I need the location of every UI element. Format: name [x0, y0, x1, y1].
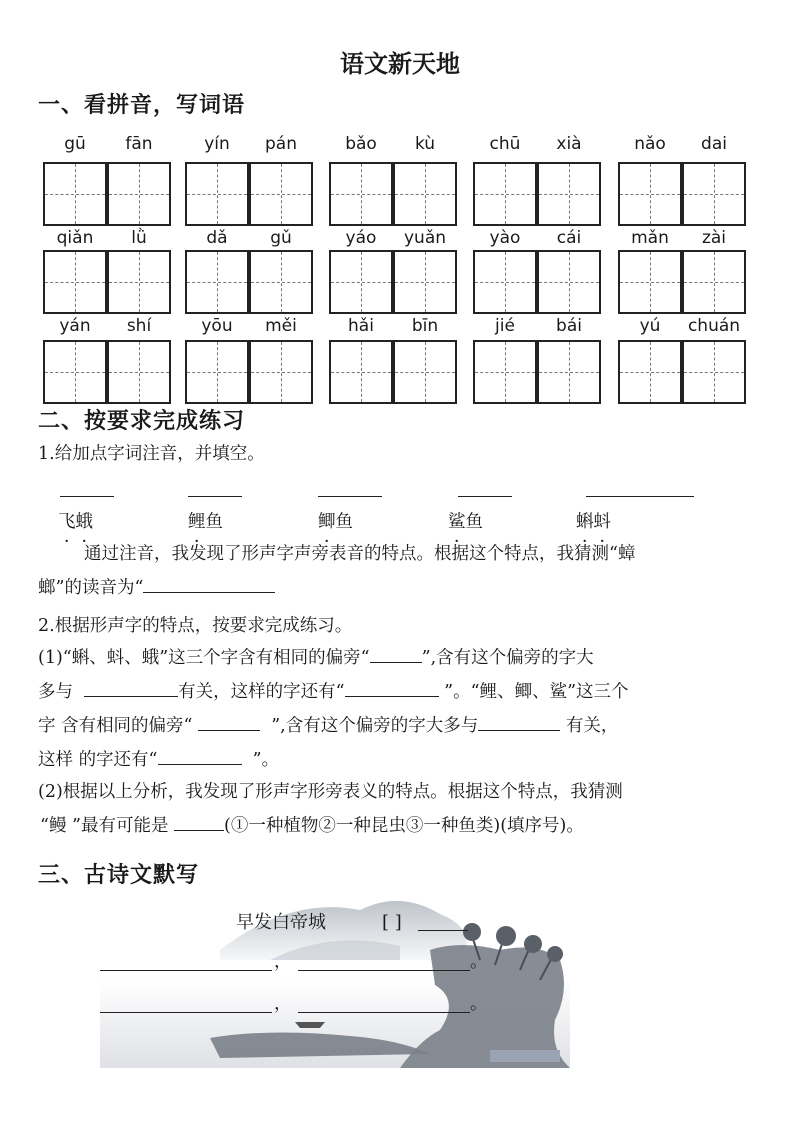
writing-box[interactable] [329, 162, 393, 226]
author-blank[interactable] [418, 930, 468, 931]
writing-box[interactable] [107, 250, 171, 314]
writing-box[interactable] [682, 340, 746, 404]
writing-box[interactable] [185, 340, 249, 404]
pinyin-label: cái [556, 228, 582, 248]
answer-blank[interactable] [345, 680, 439, 697]
writing-box[interactable] [393, 250, 457, 314]
page-title: 语文新天地 [340, 49, 460, 78]
pinyin-label: chū [489, 134, 521, 154]
writing-box[interactable] [329, 250, 393, 314]
writing-box[interactable] [682, 250, 746, 314]
word-5: 蝌蚪 [576, 512, 611, 532]
pinyin-label: yōu [201, 316, 233, 336]
pinyin-label: dǎ [206, 228, 228, 248]
writing-box[interactable] [107, 162, 171, 226]
section3-heading: 三、古诗文默写 [38, 862, 200, 888]
writing-box[interactable] [618, 162, 682, 226]
pinyin-label: yào [489, 228, 521, 248]
q2-p1-line3: 字 含有相同的偏旁“ ”,含有这个偏旁的字大多与 有关， [38, 716, 619, 736]
pinyin-label: yín [204, 134, 230, 154]
poem-comma-2: ， [274, 994, 292, 1014]
poem-period-1: 。 [470, 952, 488, 972]
pinyin-label: kù [414, 134, 436, 154]
pinyin-label: fān [125, 134, 153, 154]
answer-blank[interactable] [198, 714, 260, 731]
word-1: 飞蛾 [58, 512, 93, 532]
answer-blank[interactable] [158, 748, 242, 765]
pinyin-label: mǎn [631, 228, 669, 248]
answer-blank[interactable] [174, 814, 224, 831]
writing-box[interactable] [107, 340, 171, 404]
pinyin-label: lǜ [131, 228, 147, 248]
poem-line-2a[interactable] [100, 1012, 272, 1013]
pinyin-label: chuán [687, 316, 741, 336]
pinyin-label: měi [265, 316, 297, 336]
landscape-painting [100, 890, 570, 1068]
q1-text-line2: 螂”的读音为“ [38, 572, 275, 605]
pinyin-label: gǔ [270, 228, 292, 248]
writing-box[interactable] [43, 250, 107, 314]
q2-p1-line2: 多与 有关，这样的字还有“ ”。“鲤、鲫、鲨”这三个 [38, 682, 629, 702]
pinyin-blank-3[interactable] [318, 496, 382, 497]
pinyin-blank-4[interactable] [458, 496, 512, 497]
word-4: 鲨鱼 [448, 512, 483, 532]
writing-box[interactable] [393, 162, 457, 226]
writing-box[interactable] [618, 340, 682, 404]
writing-box[interactable] [537, 162, 601, 226]
answer-blank[interactable] [478, 714, 560, 731]
pinyin-blank-2[interactable] [188, 496, 242, 497]
q2-p1-line1: (1)“蝌、蚪、蛾”这三个字含有相同的偏旁“ ”,含有这个偏旁的字大 [38, 648, 594, 668]
writing-box[interactable] [43, 162, 107, 226]
pinyin-label: yú [639, 316, 661, 336]
writing-box[interactable] [249, 340, 313, 404]
word-2: 鲤鱼 [188, 512, 223, 532]
answer-blank[interactable] [84, 680, 178, 697]
q2-p2-line2: “鳗 ”最有可能是 (①一种植物②一种昆虫③一种鱼类)(填序号)。 [40, 816, 584, 836]
q2-p2-line1: (2)根据以上分析，我发现了形声字形旁表义的特点。根据这个特点，我猜测 [38, 782, 623, 802]
pinyin-label: bái [556, 316, 582, 336]
pinyin-label: bǎo [345, 134, 377, 154]
pinyin-label: gū [64, 134, 86, 154]
section2-heading: 二、按要求完成练习 [38, 408, 246, 434]
writing-box[interactable] [473, 162, 537, 226]
poem-line-1a[interactable] [100, 970, 272, 971]
pinyin-label: yuǎn [403, 228, 447, 248]
writing-box[interactable] [618, 250, 682, 314]
pinyin-label: bīn [411, 316, 439, 336]
pinyin-blank-1[interactable] [60, 496, 114, 497]
pinyin-label: yán [59, 316, 91, 336]
poem-period-2: 。 [470, 994, 488, 1014]
pinyin-label: shí [126, 316, 152, 336]
pinyin-label: dai [701, 134, 727, 154]
writing-box[interactable] [537, 250, 601, 314]
pinyin-label: yáo [345, 228, 377, 248]
q2-prompt: 2.根据形声字的特点，按要求完成练习。 [38, 616, 353, 636]
writing-box[interactable] [43, 340, 107, 404]
q2-p1-line4: 这样 的字还有“ ”。 [38, 750, 280, 770]
poem-comma-1: ， [274, 952, 292, 972]
pinyin-label: pán [265, 134, 297, 154]
poem-line-1b[interactable] [298, 970, 470, 971]
word-3: 鲫鱼 [318, 512, 353, 532]
writing-box[interactable] [473, 250, 537, 314]
writing-box[interactable] [473, 340, 537, 404]
pinyin-label: jié [495, 316, 515, 336]
writing-box[interactable] [329, 340, 393, 404]
answer-blank[interactable] [370, 646, 422, 663]
writing-box[interactable] [185, 250, 249, 314]
q1-text-line1: 通过注音，我发现了形声字声旁表音的特点。根据这个特点，我猜测“蟑 [84, 544, 636, 564]
poem-line-2b[interactable] [298, 1012, 470, 1013]
pinyin-blank-5[interactable] [586, 496, 694, 497]
writing-box[interactable] [249, 162, 313, 226]
q1-prompt: 1.给加点字词注音，并填空。 [38, 444, 265, 464]
pinyin-label: nǎo [634, 134, 666, 154]
writing-box[interactable] [249, 250, 313, 314]
answer-blank[interactable] [143, 576, 275, 593]
section1-heading: 一、看拼音，写词语 [38, 92, 246, 118]
writing-box[interactable] [393, 340, 457, 404]
writing-box[interactable] [185, 162, 249, 226]
writing-box[interactable] [537, 340, 601, 404]
poem-title: 早发白帝城 [236, 912, 326, 933]
writing-box[interactable] [682, 162, 746, 226]
pinyin-label: hǎi [348, 316, 374, 336]
pinyin-label: zài [701, 228, 727, 248]
pinyin-label: xià [556, 134, 582, 154]
author-bracket: [ ] [382, 912, 402, 933]
pinyin-label: qiǎn [56, 228, 94, 248]
